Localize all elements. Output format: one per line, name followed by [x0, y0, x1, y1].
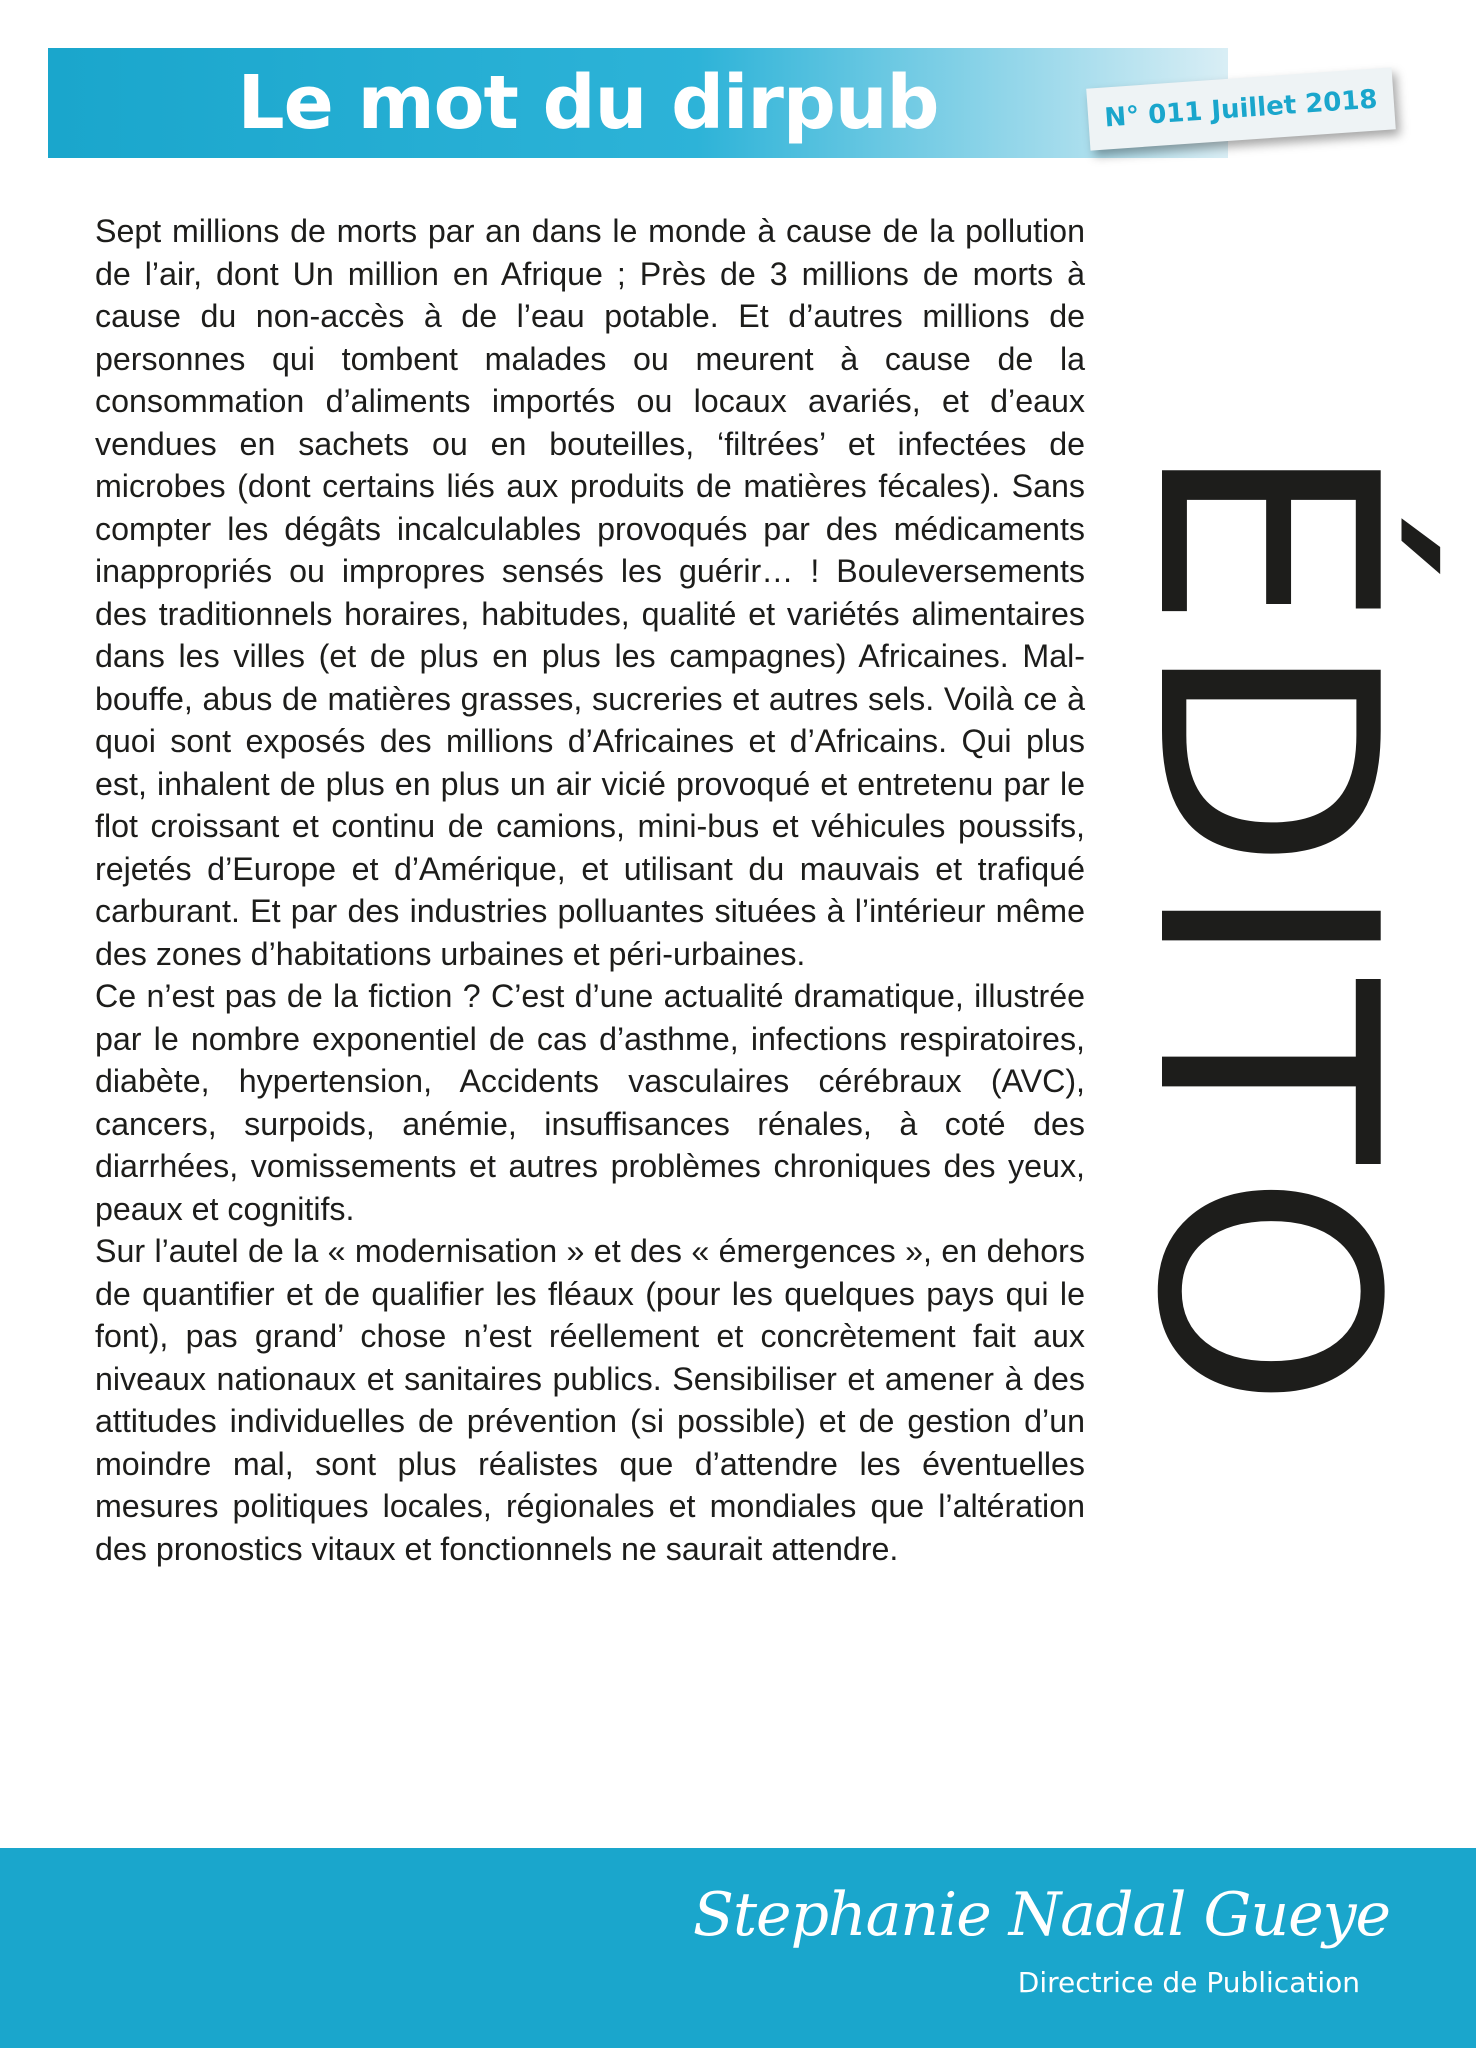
edito-side-title: ÉDITO	[1091, 440, 1440, 1420]
edito-side-title-wrap	[1080, 210, 1450, 1650]
article-paragraph-1: Sept millions de morts par an dans le monde à cause de la pollution de l’air, dont Un million en Afrique ; Près de 3 millions de morts à cause du non-accès à de l’eau potable. Et d’autres millions de personnes qui tombent malades ou meurent à cause de la consommation d’aliments importés ou locaux avariés, et d’eaux vendues en sachets ou en bouteilles, ‘filtrées’ et infectées de microbes (dont certains liés aux produits de matières fécales). Sans compter les dégâts incalculables provoqués par des médicaments inappropriés ou impropres sensés les guérir… ! Bouleversements des traditionnels horaires, habitudes, qualité et variétés alimentaires dans les villes (et de plus en plus les campagnes) Africaines. Mal-bouffe, abus de matières grasses, sucreries et autres sels. Voilà ce à quoi sont exposés des millions d’Africaines et d’Africains. Qui plus est, inhalent de plus en plus un air vicié provoqué et entretenu par le flot croissant et continu de camions, mini-bus et véhicules poussifs, rejetés d’Europe et d’Amérique, et utilisant du mauvais et trafiqué carburant. Et par des industries polluantes situées à l’intérieur même des zones d’habitations urbaines et péri-urbaines.	[95, 213, 1085, 972]
article-paragraph-2: Ce n’est pas de la fiction ? C’est d’une actualité dramatique, illustrée par le nombre exponentiel de cas d’asthme, infections respiratoires, diabète, hypertension, Accidents vasculaires cérébraux (AVC), cancers, surpoids, anémie, insuffisances rénales, à coté des diarrhées, vomissements et autres problèmes chroniques des yeux, peaux et cognitifs.	[95, 978, 1085, 1227]
signature: Stephanie Nadal Gueye	[692, 1880, 1390, 1950]
article-paragraph-3: Sur l’autel de la « modernisation » et des « émergences », en dehors de quantifier et de qualifier les fléaux (pour les quelques pays qui le font), pas grand’ chose n’est réellement et concrètement fait aux niveaux nationaux et sanitaires publics. Sensibiliser et amener à des attitudes individuelles de prévention (si possible) et de gestion d’un moindre mal, sont plus réalistes que d’attendre les éventuelles mesures politiques locales, régionales et mondiales que l’altération des pronostics vitaux et fonctionnels ne saurait attendre.	[95, 1233, 1085, 1567]
issue-number: N° 011 Juillet 2018	[1103, 84, 1379, 134]
page-title: Le mot du dirpub	[237, 60, 939, 146]
article-body	[95, 210, 1085, 1570]
signatory-role: Directrice de Publication	[1017, 1966, 1360, 1999]
